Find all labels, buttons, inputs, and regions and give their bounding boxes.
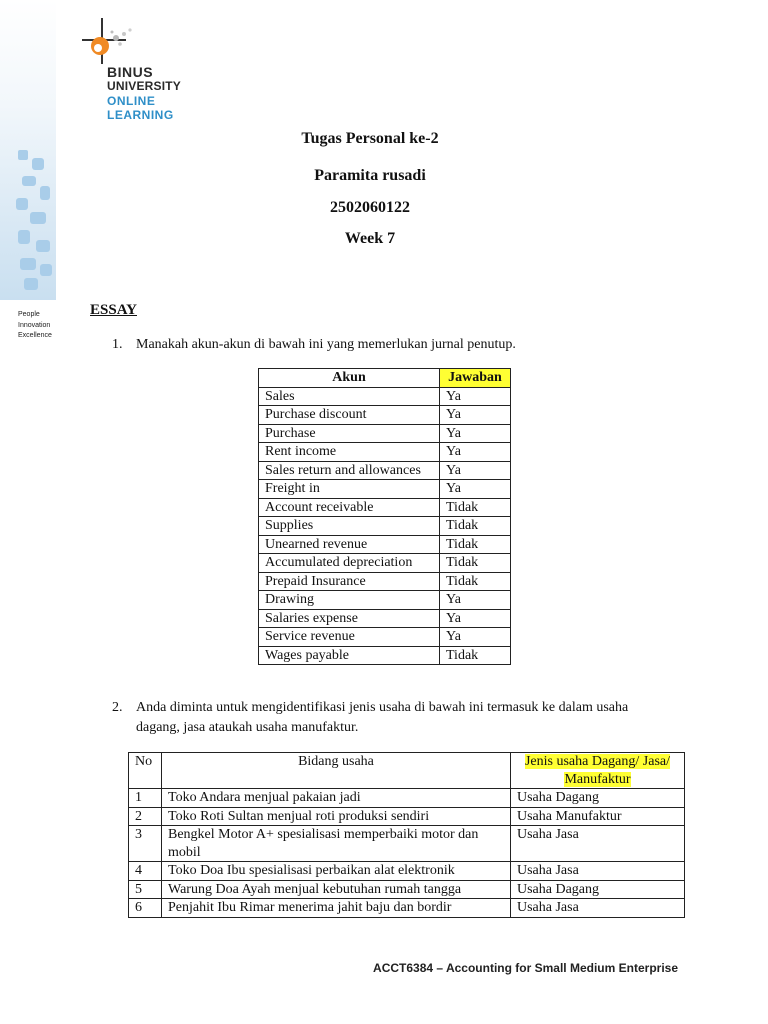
answer-cell: Ya	[440, 461, 511, 480]
table-row	[129, 899, 685, 918]
question-1	[112, 334, 672, 356]
table-row	[129, 807, 685, 826]
business-description-cell: Bengkel Motor A+ spesialisasi memperbaiki motor dan mobil	[162, 826, 511, 862]
question-text-line: Anda diminta untuk mengidentifikasi jenis usaha di bawah ini termasuk ke dalam usaha	[136, 700, 629, 715]
table-row	[259, 406, 511, 425]
student-name: Paramita rusadi	[314, 167, 426, 184]
tagline-line: Excellence	[18, 332, 52, 339]
account-name-cell: Sales return and allowances	[259, 461, 440, 480]
account-name-cell: Account receivable	[259, 498, 440, 517]
account-name-cell: Freight in	[259, 480, 440, 499]
answer-cell: Tidak	[440, 554, 511, 573]
jenis-usaha-label: Jenis usaha Dagang/ Jasa/	[524, 754, 671, 769]
accounts-table	[258, 368, 511, 665]
business-type-cell: Usaha Jasa	[511, 862, 685, 881]
business-description-cell: Penjahit Ibu Rimar menerima jahit baju dan bordir	[162, 899, 511, 918]
table-row	[259, 554, 511, 573]
table-row	[259, 591, 511, 610]
question-number: 2.	[112, 700, 123, 715]
row-number-cell: 3	[129, 826, 162, 862]
question-text: Manakah akun-akun di bawah ini yang memerlukan jurnal penutup.	[136, 337, 516, 352]
account-name-cell: Purchase	[259, 424, 440, 443]
column-header-jenis-usaha	[511, 753, 685, 789]
question-text-line: dagang, jasa ataukah usaha manufaktur.	[136, 720, 359, 735]
account-name-cell: Service revenue	[259, 628, 440, 647]
table-row	[129, 826, 685, 862]
table-row	[259, 498, 511, 517]
table-row	[259, 480, 511, 499]
row-number-cell: 6	[129, 899, 162, 918]
table-row	[129, 880, 685, 899]
column-header-akun: Akun	[259, 369, 440, 388]
answer-cell: Ya	[440, 406, 511, 425]
answer-cell: Ya	[440, 628, 511, 647]
account-name-cell: Supplies	[259, 517, 440, 536]
answer-cell: Tidak	[440, 646, 511, 665]
table-row	[259, 424, 511, 443]
answer-cell: Tidak	[440, 535, 511, 554]
account-name-cell: Rent income	[259, 443, 440, 462]
question-2	[112, 697, 692, 741]
business-description-cell: Toko Andara menjual pakaian jadi	[162, 789, 511, 808]
business-type-cell: Usaha Dagang	[511, 789, 685, 808]
account-name-cell: Purchase discount	[259, 406, 440, 425]
business-type-cell: Usaha Dagang	[511, 880, 685, 899]
logo-text-learning: LEARNING	[107, 108, 174, 122]
account-name-cell: Unearned revenue	[259, 535, 440, 554]
tagline-line: People	[18, 311, 40, 318]
section-heading: ESSAY	[90, 302, 137, 318]
student-id: 2502060122	[330, 199, 410, 216]
table-row	[259, 387, 511, 406]
logo-text-binus: BINUS	[107, 64, 154, 80]
account-name-cell: Drawing	[259, 591, 440, 610]
business-type-table	[128, 752, 685, 918]
university-tagline	[18, 310, 52, 342]
table-row	[259, 646, 511, 665]
tagline-line: Innovation	[18, 321, 51, 329]
row-number-cell: 2	[129, 807, 162, 826]
column-header-jawaban: Jawaban	[440, 369, 511, 388]
answer-cell: Ya	[440, 443, 511, 462]
table-row	[259, 461, 511, 480]
week-label: Week 7	[344, 230, 396, 247]
table-header-row	[259, 369, 511, 388]
business-description-cell: Toko Doa Ibu spesialisasi perbaikan alat elektronik	[162, 862, 511, 881]
answer-cell: Tidak	[440, 517, 511, 536]
business-description-cell: Warung Doa Ayah menjual kebutuhan rumah tangga	[162, 880, 511, 899]
answer-cell: Ya	[440, 609, 511, 628]
answer-cell: Ya	[440, 591, 511, 610]
answer-cell: Ya	[440, 424, 511, 443]
row-number-cell: 1	[129, 789, 162, 808]
account-name-cell: Salaries expense	[259, 609, 440, 628]
business-type-cell: Usaha Manufaktur	[511, 807, 685, 826]
answer-cell: Ya	[440, 387, 511, 406]
answer-cell: Ya	[440, 480, 511, 499]
answer-cell: Tidak	[440, 572, 511, 591]
business-type-cell: Usaha Jasa	[511, 826, 685, 862]
logo-text-university: UNIVERSITY	[107, 79, 182, 93]
table-row	[129, 862, 685, 881]
row-number-cell: 5	[129, 880, 162, 899]
column-header-bidang-usaha: Bidang usaha	[162, 753, 511, 789]
business-description-cell: Toko Roti Sultan menjual roti produksi sendiri	[162, 807, 511, 826]
logo-text-online: ONLINE	[107, 94, 156, 108]
table-header-row	[129, 753, 685, 789]
column-header-no: No	[129, 753, 162, 789]
business-type-cell: Usaha Jasa	[511, 899, 685, 918]
table-row	[259, 572, 511, 591]
jenis-usaha-label: Manufaktur	[564, 771, 631, 787]
question-number: 1.	[112, 337, 123, 352]
assignment-title: Tugas Personal ke-2	[301, 130, 439, 147]
table-row	[259, 535, 511, 554]
table-row	[259, 628, 511, 647]
account-name-cell: Wages payable	[259, 646, 440, 665]
row-number-cell: 4	[129, 862, 162, 881]
course-footer: ACCT6384 – Accounting for Small Medium Enterprise	[373, 961, 678, 975]
table-row	[259, 443, 511, 462]
decorative-sidebar	[0, 0, 56, 300]
account-name-cell: Sales	[259, 387, 440, 406]
account-name-cell: Accumulated depreciation	[259, 554, 440, 573]
table-row	[259, 517, 511, 536]
answer-cell: Tidak	[440, 498, 511, 517]
table-row	[259, 609, 511, 628]
account-name-cell: Prepaid Insurance	[259, 572, 440, 591]
table-row	[129, 789, 685, 808]
